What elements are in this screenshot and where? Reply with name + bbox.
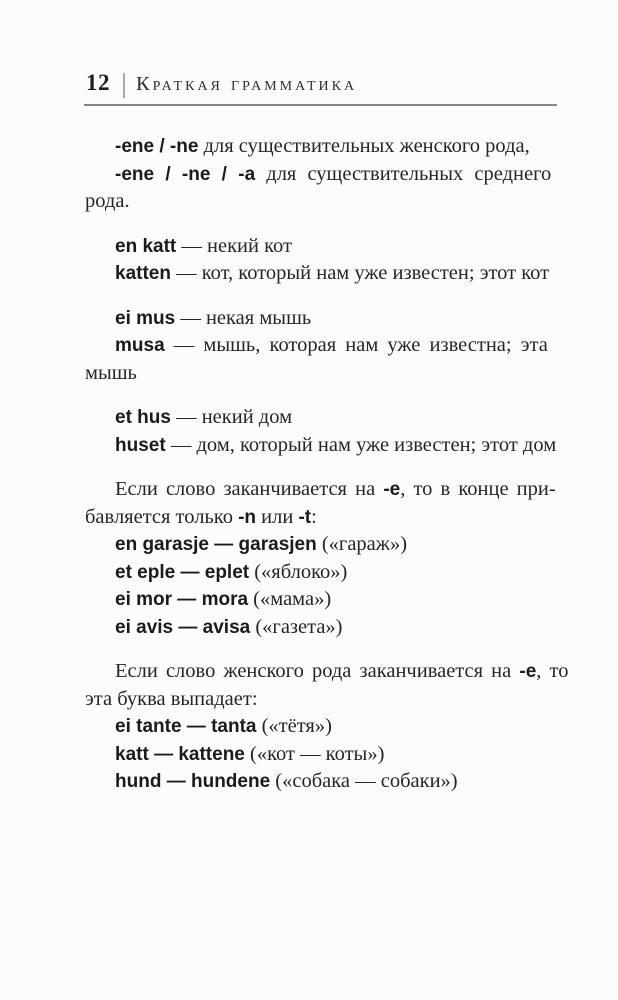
russian-text: рода. xyxy=(85,190,130,212)
page-content xyxy=(85,133,569,796)
text-line xyxy=(85,713,558,741)
russian-text: — некая мышь xyxy=(175,306,312,329)
russian-text: для существительных среднего xyxy=(255,162,552,185)
russian-text: бавляется только xyxy=(85,505,239,528)
text-line xyxy=(85,476,558,504)
russian-text: («мама») xyxy=(248,588,332,610)
russian-text: мышь xyxy=(85,361,137,384)
russian-text: («яблоко») xyxy=(249,560,348,583)
norwegian-term: ei mus xyxy=(115,307,176,329)
text-line xyxy=(85,260,558,288)
russian-text: : xyxy=(311,505,317,528)
russian-text: («газета») xyxy=(250,615,343,638)
text-line xyxy=(85,305,558,333)
russian-text: — дом, который нам уже известен; этот дом xyxy=(165,433,557,456)
norwegian-term: -n xyxy=(238,506,257,528)
russian-text: — кот, который нам уже известен; этот кот xyxy=(170,262,550,284)
text-line xyxy=(85,741,558,769)
norwegian-term: -e xyxy=(383,479,401,500)
text-line xyxy=(85,768,558,796)
norwegian-term: -ene / -ne xyxy=(115,136,199,157)
norwegian-term: en garasje — garasjen xyxy=(115,534,317,555)
russian-text: — мышь, которая нам уже известна; эта xyxy=(164,334,548,356)
horizontal-rule xyxy=(84,104,557,106)
russian-text: («кот — коты») xyxy=(244,742,385,765)
text-line xyxy=(85,686,558,714)
text-line xyxy=(85,188,558,216)
text-line xyxy=(85,531,558,559)
text-line xyxy=(85,404,558,432)
norwegian-term: hund — hundene xyxy=(115,771,271,792)
norwegian-term: -t xyxy=(298,506,312,528)
russian-text: или xyxy=(256,505,299,528)
header-divider xyxy=(123,73,125,98)
russian-text: — некий кот xyxy=(176,234,292,257)
paragraph-rule-feminine xyxy=(85,658,569,796)
russian-text: Если слово женского рода заканчивается на xyxy=(115,660,520,682)
russian-text: для существительных женского рода, xyxy=(198,135,530,157)
norwegian-term: musa xyxy=(115,335,165,356)
text-line xyxy=(85,658,569,686)
paragraph-rule-e xyxy=(85,476,558,641)
text-line xyxy=(85,586,558,614)
norwegian-term: et eple — eplet xyxy=(115,561,250,583)
page-header xyxy=(86,70,558,98)
text-line xyxy=(85,360,558,388)
norwegian-term: en katt xyxy=(115,235,177,257)
norwegian-term: -ene / -ne / -a xyxy=(115,163,256,185)
norwegian-term: katt — kattene xyxy=(115,743,245,765)
russian-text: эта буква выпадает: xyxy=(85,687,258,710)
russian-text: — некий дом xyxy=(170,406,293,428)
text-line xyxy=(85,614,558,642)
russian-text: («собака — собаки») xyxy=(270,770,458,792)
page-number: 12 xyxy=(86,70,110,95)
text-line xyxy=(85,432,558,460)
russian-text: («гараж») xyxy=(316,533,408,555)
chapter-title: Краткая грамматика xyxy=(136,73,358,95)
example-mus xyxy=(85,305,558,388)
example-katt xyxy=(85,233,558,288)
text-line xyxy=(85,559,558,587)
text-line xyxy=(85,233,558,261)
russian-text: , то xyxy=(536,660,569,682)
text-line xyxy=(85,133,558,161)
norwegian-term: et hus xyxy=(115,407,171,428)
example-hus xyxy=(85,404,558,459)
norwegian-term: ei tante — tanta xyxy=(115,716,257,737)
norwegian-term: huset xyxy=(115,434,166,456)
russian-text: , то в конце при- xyxy=(400,478,556,500)
russian-text: («тётя») xyxy=(256,715,332,737)
text-line xyxy=(85,504,558,532)
norwegian-term: -e xyxy=(519,661,537,682)
norwegian-term: katten xyxy=(115,263,171,284)
norwegian-term: ei avis — avisa xyxy=(115,616,251,638)
text-line xyxy=(85,161,558,189)
paragraph-endings xyxy=(85,133,558,216)
norwegian-term: ei mor — mora xyxy=(115,589,249,610)
russian-text: Если слово заканчивается на xyxy=(115,478,384,500)
text-line xyxy=(85,332,558,360)
